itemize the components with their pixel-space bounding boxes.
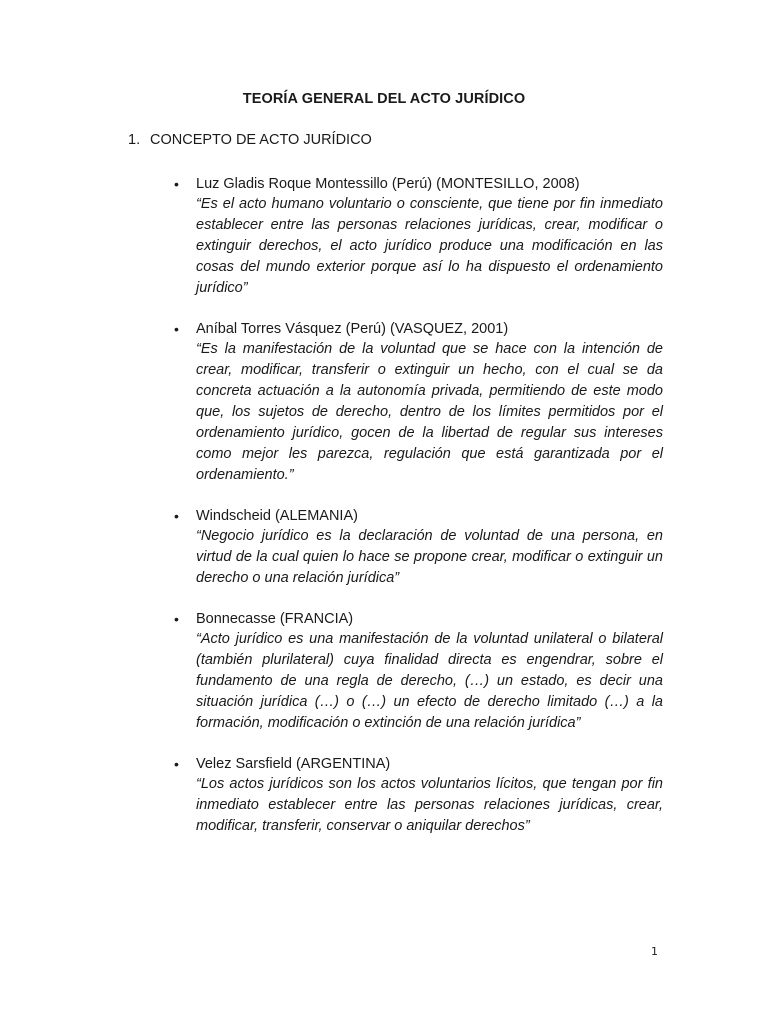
list-item (174, 609, 663, 734)
list-item (174, 754, 663, 837)
definitions-list (174, 174, 663, 857)
bullet-icon: • (174, 508, 179, 524)
entry-quote: “Los actos jurídicos son los actos voluntarios lícitos, que tengan por fin inmediato establecer entre las personas relaciones jurídicas, crear, modificar, transferir, conservar o aniquilar derechos” (196, 776, 663, 834)
entry-author: Aníbal Torres Vásquez (Perú) (VASQUEZ, 2001) (196, 321, 509, 337)
page-number: 1 (651, 945, 658, 958)
entry-quote: “Es el acto humano voluntario o consciente, que tiene por fin inmediato establecer entre las personas relaciones jurídicas, crear, modificar o extinguir derechos, el acto jurídico produce una modificación en las cosas del mundo exterior porque así lo ha dispuesto el ordenamiento jurídico” (196, 196, 663, 296)
entry-author: Luz Gladis Roque Montessillo (Perú) (MONTESILLO, 2008) (196, 176, 580, 192)
bullet-icon: • (174, 321, 179, 337)
entry-author: Bonnecasse (FRANCIA) (196, 611, 354, 627)
section-number: 1. (128, 132, 141, 148)
bullet-icon: • (174, 756, 179, 772)
entry-author: Windscheid (ALEMANIA) (196, 508, 358, 524)
bullet-icon: • (174, 176, 179, 192)
list-item (174, 506, 663, 589)
section-heading-text: CONCEPTO DE ACTO JURÍDICO (150, 132, 372, 148)
entry-quote: “Acto jurídico es una manifestación de la voluntad unilateral o bilateral (también plurilateral) cuya finalidad directa es engendrar, sobre el fundamento de una regla de derecho, (…) un estado, es decir una situación jurídica (…) o (…) un efecto de derecho limitado (…) a la formación, modificación o extinción de una relación jurídica” (196, 631, 663, 731)
entry-quote: “Es la manifestación de la voluntad que se hace con la intención de crear, modificar, transferir o extinguir un hecho, con el cual se da concreta actuación a la autonomía privada, permitiendo de este modo que, los sujetos de derecho, dentro de los límites permitidos por el ordenamiento jurídico, gocen de la libertad de regular sus intereses como mejor les parezca, regulación que está garantizada por el ordenamiento.” (196, 341, 663, 483)
page-title: TEORÍA GENERAL DEL ACTO JURÍDICO (242, 91, 526, 107)
entry-author: Velez Sarsfield (ARGENTINA) (196, 756, 391, 772)
list-item (174, 174, 663, 299)
bullet-icon: • (174, 611, 179, 627)
section-heading (128, 132, 372, 148)
entry-quote: “Negocio jurídico es la declaración de voluntad de una persona, en virtud de la cual quien lo hace se propone crear, modificar o extinguir un derecho o una relación jurídica” (196, 528, 663, 586)
list-item (174, 319, 663, 486)
